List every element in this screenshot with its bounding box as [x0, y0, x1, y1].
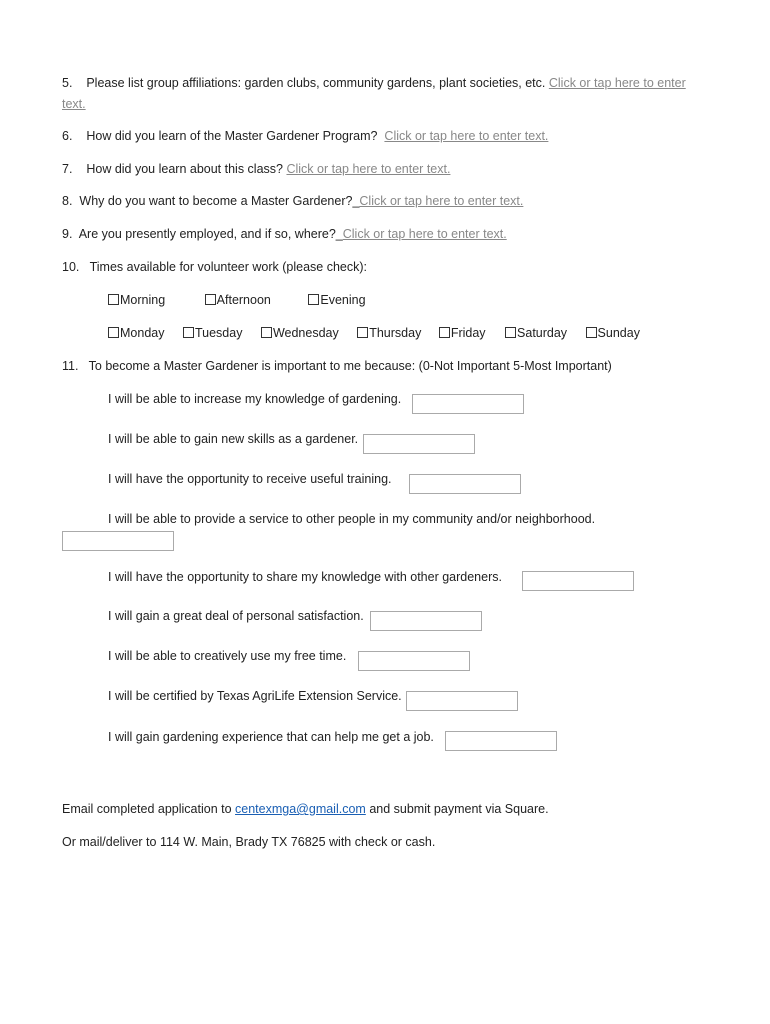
checkbox-wednesday[interactable]: [261, 326, 339, 340]
question-10: [62, 260, 367, 274]
question-text: Are you presently employed, and if so, where?: [78, 227, 336, 241]
mail-instructions: Or mail/deliver to 114 W. Main, Brady TX 76825 with check or cash.: [62, 835, 436, 849]
checkbox-icon[interactable]: [261, 327, 272, 338]
checkbox-sunday[interactable]: [586, 326, 640, 340]
checkbox-label: Morning: [120, 293, 166, 307]
statement-free-time: I will be able to creatively use my free time.: [108, 649, 347, 663]
question-text: How did you learn of the Master Gardener Program?: [86, 129, 378, 143]
question-number: 6.: [62, 129, 73, 143]
checkbox-label: Thursday: [369, 326, 422, 340]
question-number: 7.: [62, 162, 73, 176]
day-checkboxes: [108, 326, 640, 340]
statement-share: I will have the opportunity to share my knowledge with other gardeners.: [108, 570, 502, 584]
statement-training: I will have the opportunity to receive useful training.: [108, 472, 392, 486]
question-11: [62, 359, 612, 373]
checkbox-monday[interactable]: [108, 326, 164, 340]
text-entry-field-continued[interactable]: text.: [62, 97, 86, 111]
checkbox-icon[interactable]: [108, 294, 119, 305]
question-5-continued: [62, 97, 86, 111]
checkbox-thursday[interactable]: [357, 326, 421, 340]
rating-input-free-time[interactable]: [358, 651, 470, 671]
checkbox-icon[interactable]: [205, 294, 216, 305]
rating-input-training[interactable]: [409, 474, 521, 494]
checkbox-friday[interactable]: [439, 326, 486, 340]
statement-skills: I will be able to gain new skills as a gardener.: [108, 432, 359, 446]
rating-input-knowledge[interactable]: [412, 394, 524, 414]
checkbox-icon[interactable]: [357, 327, 368, 338]
statement-knowledge: I will be able to increase my knowledge of gardening.: [108, 392, 402, 406]
question-6: [62, 129, 548, 143]
text-entry-field[interactable]: Click or tap here to enter text.: [359, 194, 524, 208]
checkbox-label: Sunday: [597, 326, 640, 340]
checkbox-saturday[interactable]: [505, 326, 567, 340]
statement-job: I will gain gardening experience that can help me get a job.: [108, 730, 434, 744]
rating-input-skills[interactable]: [363, 434, 475, 454]
time-of-day-checkboxes: [108, 293, 366, 307]
question-text: To become a Master Gardener is important to me because: (0-Not Important 5-Most Important): [88, 359, 612, 373]
checkbox-icon[interactable]: [586, 327, 597, 338]
checkbox-icon[interactable]: [505, 327, 516, 338]
question-text: Why do you want to become a Master Gardener?: [79, 194, 353, 208]
checkbox-label: Afternoon: [216, 293, 271, 307]
checkbox-label: Tuesday: [194, 326, 243, 340]
text-entry-field[interactable]: Click or tap here to enter text.: [286, 162, 451, 176]
question-number: 9.: [62, 227, 73, 241]
underscore-separator: _: [335, 227, 343, 241]
checkbox-icon[interactable]: [108, 327, 119, 338]
checkbox-icon[interactable]: [439, 327, 450, 338]
checkbox-tuesday[interactable]: [183, 326, 242, 340]
rating-input-certified[interactable]: [406, 691, 518, 711]
question-text: Please list group affiliations: garden clubs, community gardens, plant societies, etc.: [86, 76, 546, 90]
statement-certified: I will be certified by Texas AgriLife Extension Service.: [108, 689, 402, 703]
rating-input-share[interactable]: [522, 571, 634, 591]
checkbox-label: Wednesday: [272, 326, 339, 340]
question-5: [62, 76, 686, 90]
question-8: [62, 194, 523, 208]
rating-input-satisfaction[interactable]: [370, 611, 482, 631]
question-number: 10.: [62, 260, 80, 274]
question-text: Times available for volunteer work (please check):: [89, 260, 368, 274]
question-text: How did you learn about this class?: [86, 162, 283, 176]
rating-input-job[interactable]: [445, 731, 557, 751]
question-number: 8.: [62, 194, 73, 208]
email-suffix: and submit payment via Square.: [369, 802, 549, 816]
question-7: [62, 162, 450, 176]
underscore-separator: _: [352, 194, 360, 208]
checkbox-icon[interactable]: [308, 294, 319, 305]
statement-service: I will be able to provide a service to other people in my community and/or neighborhood.: [108, 512, 596, 526]
email-instructions: [62, 802, 549, 816]
rating-input-service[interactable]: [62, 531, 174, 551]
question-number: 11.: [62, 359, 79, 373]
email-prefix: Email completed application to: [62, 802, 232, 816]
text-entry-field[interactable]: Click or tap here to enter: [548, 76, 686, 90]
checkbox-morning[interactable]: [108, 293, 165, 307]
checkbox-label: Friday: [450, 326, 486, 340]
checkbox-label: Monday: [120, 326, 165, 340]
checkbox-evening[interactable]: [308, 293, 365, 307]
checkbox-label: Evening: [320, 293, 366, 307]
question-number: 5.: [62, 76, 73, 90]
question-9: [62, 227, 507, 241]
text-entry-field[interactable]: Click or tap here to enter text.: [342, 227, 507, 241]
statement-satisfaction: I will gain a great deal of personal satisfaction.: [108, 609, 364, 623]
checkbox-icon[interactable]: [183, 327, 194, 338]
checkbox-label: Saturday: [517, 326, 568, 340]
email-link[interactable]: centexmga@gmail.com: [235, 802, 366, 816]
checkbox-afternoon[interactable]: [205, 293, 271, 307]
text-entry-field[interactable]: Click or tap here to enter text.: [384, 129, 549, 143]
